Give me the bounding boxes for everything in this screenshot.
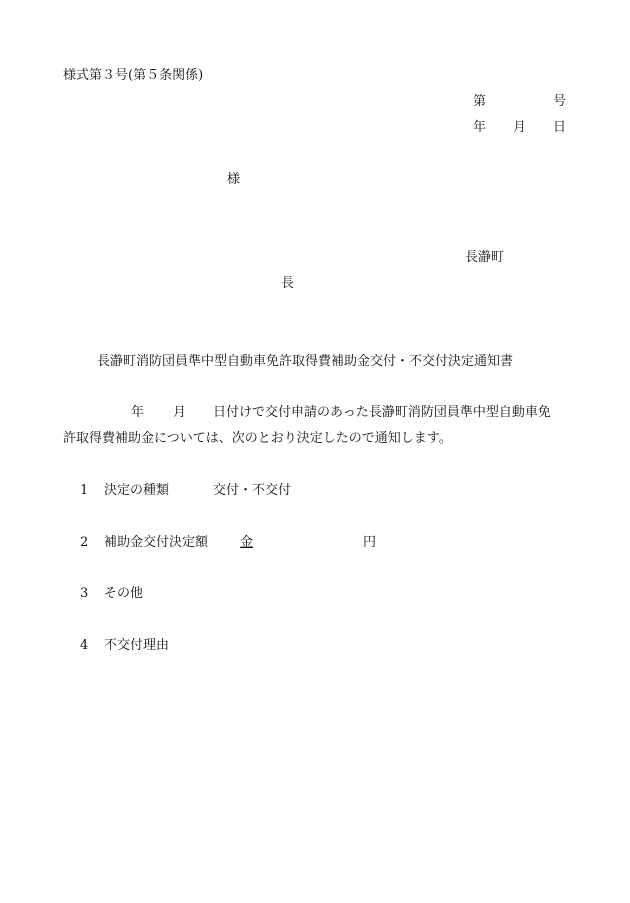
issuer-title: 長 bbox=[281, 276, 295, 291]
item-2-num: 2 bbox=[80, 535, 89, 550]
item-3-label: その他 bbox=[104, 586, 144, 601]
item-2-suffix: 円 bbox=[362, 535, 376, 550]
item-4-num: 4 bbox=[80, 638, 89, 653]
item-1-value: 交付・不交付 bbox=[213, 483, 292, 498]
item-4-label: 不交付理由 bbox=[104, 638, 170, 653]
body-line1: 日付けで交付申請のあった長瀞町消防団員準中型自動車免 bbox=[213, 405, 551, 420]
document-title: 長瀞町消防団員準中型自動車免許取得費補助金交付・不交付決定通知書 bbox=[97, 354, 514, 369]
issuer-town: 長瀞町 bbox=[465, 250, 505, 265]
date-month: 月 bbox=[513, 120, 527, 135]
body-month: 月 bbox=[173, 405, 187, 420]
number-suffix: 号 bbox=[553, 94, 567, 109]
number-prefix: 第 bbox=[473, 94, 487, 109]
item-2-prefix: 金 bbox=[240, 535, 254, 550]
item-1-num: 1 bbox=[80, 483, 89, 498]
body-year: 年 bbox=[131, 405, 145, 420]
item-2-label: 補助金交付決定額 bbox=[104, 535, 209, 550]
item-2-amount-field bbox=[240, 535, 376, 551]
item-3-num: 3 bbox=[80, 586, 89, 601]
addressee-suffix: 様 bbox=[227, 172, 241, 187]
date-day: 日 bbox=[553, 120, 567, 135]
date-year: 年 bbox=[473, 120, 487, 135]
form-label: 様式第３号(第５条関係) bbox=[63, 68, 204, 83]
item-1-label: 決定の種類 bbox=[104, 483, 170, 498]
body-line2: 許取得費補助金については、次のとおり決定したので通知します。 bbox=[63, 431, 452, 446]
